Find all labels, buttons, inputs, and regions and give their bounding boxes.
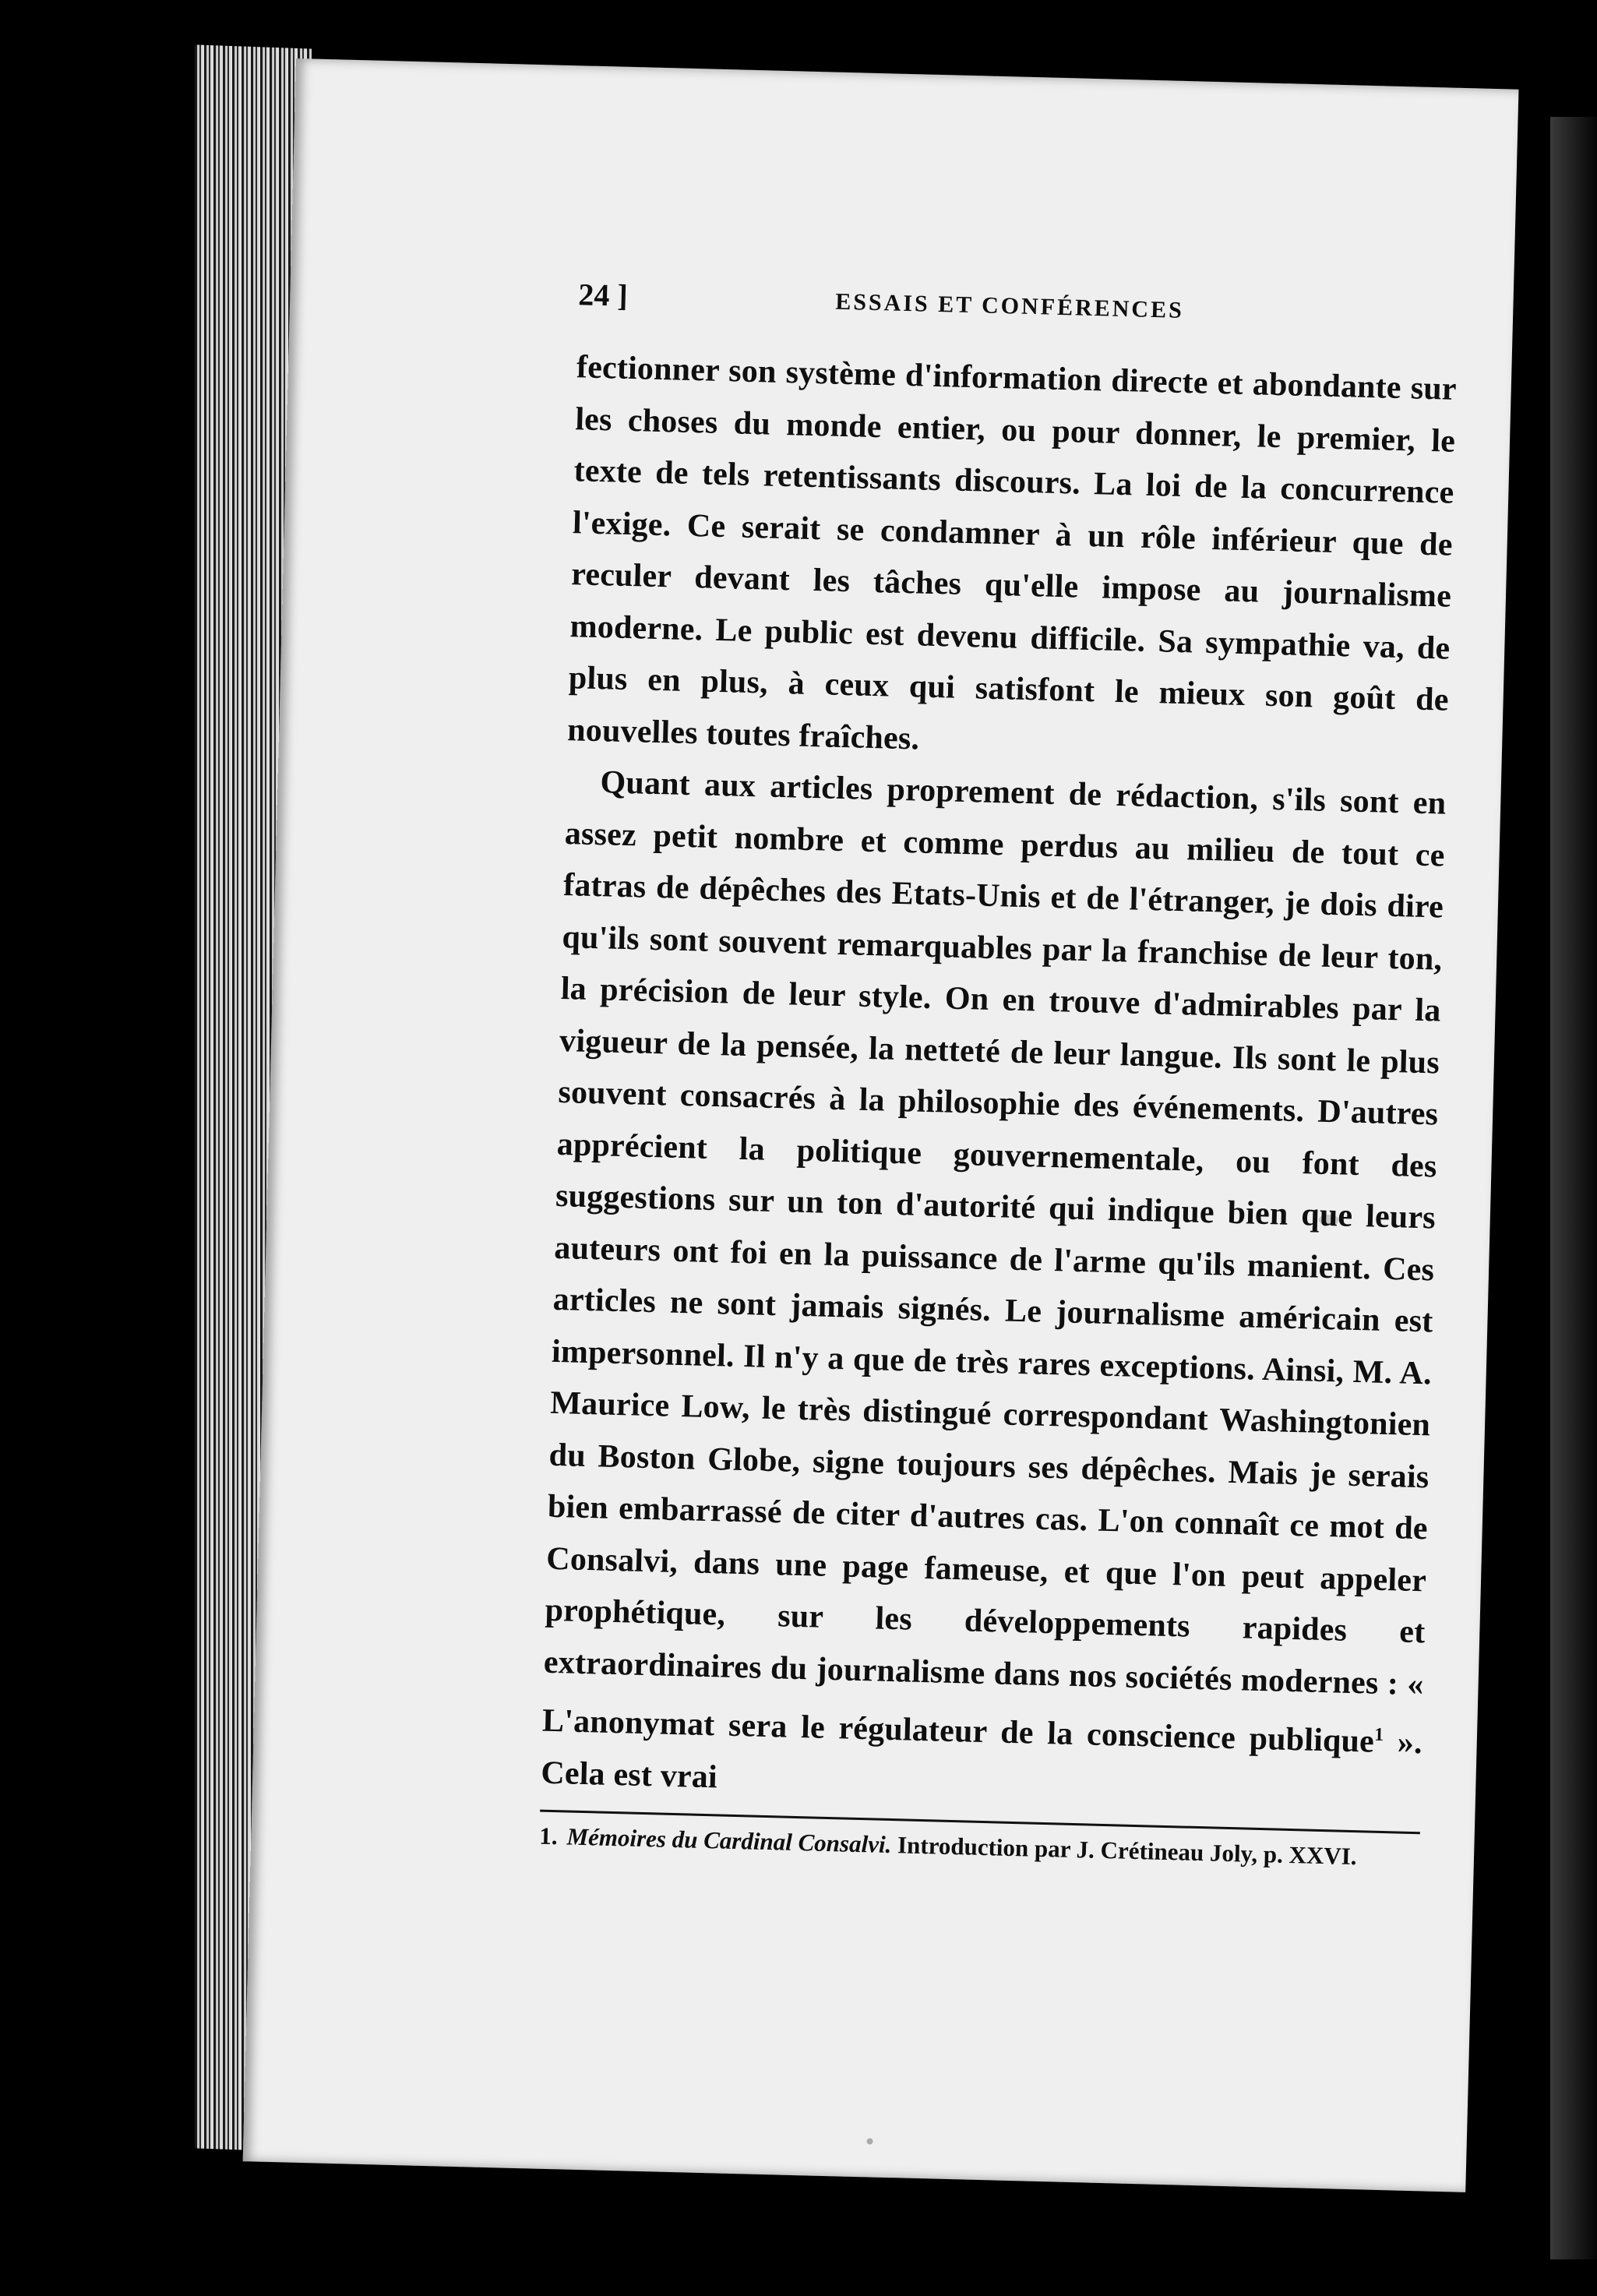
paragraph-articles <box>541 756 1447 1821</box>
page-number: 24 ] <box>577 277 629 313</box>
footnote-text: Introduction par J. Crétineau Joly, p. XXVI. <box>897 1831 1357 1871</box>
paragraph-articles-text: Quant aux articles proprement de rédaction, s'ils sont en assez petit nombre et comme perdus au milieu de tout ce fatras de dépêches des Etats-Unis et de l'étranger, je dois dire qu'ils sont souvent remarquables par la franchise de leur ton, la précision de leur style. On en trouve d'admirables par la vigueur de la pensée, la netteté de leur langue. Ils sont le plus souvent consacrés à la philosophie des événements. D'autres apprécient la politique gouvernementale, ou font des suggestions sur un ton d'autorité qui indique bien que leurs auteurs ont foi en la puissance de l'arme qu'ils manient. Ces articles ne sont jamais signés. Le journalisme américain est impersonnel. Il n'y a que de très rares exceptions. Ainsi, M. A. Maurice Low, le très distingué correspondant Washingtonien du Boston Globe, signe toujours ses dépêches. Mais je serais bien embarrassé de citer d'autres cas. L'on connaît ce mot de Consalvi, dans une page fameuse, et que l'on peut appeler prophétique, sur les développements rapides et extraordinaires du journalisme dans nos sociétés modernes : « L'anonymat sera le régulateur de la conscience publique <box>541 764 1447 1760</box>
footnote-reference: 1 <box>1373 1724 1384 1746</box>
paragraph-continuation: fectionner son système d'information directe et abondante sur les choses du monde entier, ou pour donner, le premier, le texte de tels retentissants discours. La loi de la concurrence l'exige. Ce serait se condamner à un rôle inférieur que de reculer devant les tâches qu'elle impose au journalisme moderne. Le public est devenu difficile. Sa sympathie va, de plus en plus, à ceux qui satisfont le mieux son goût de nouvelles toutes fraîches. <box>566 349 1458 757</box>
footnote-number: 1. <box>538 1822 559 1850</box>
footnote-title: Mémoires du Cardinal Consalvi. <box>566 1822 892 1859</box>
book-page <box>243 58 1519 2192</box>
binding-shadow <box>1550 117 1597 2259</box>
running-head <box>578 276 1459 345</box>
page-content <box>539 276 1459 1873</box>
paragraph-articles-tail: ». Cela est vrai <box>540 1724 1423 1795</box>
running-title: ESSAIS ET CONFÉRENCES <box>834 288 1185 323</box>
paper-speck <box>866 2138 873 2144</box>
